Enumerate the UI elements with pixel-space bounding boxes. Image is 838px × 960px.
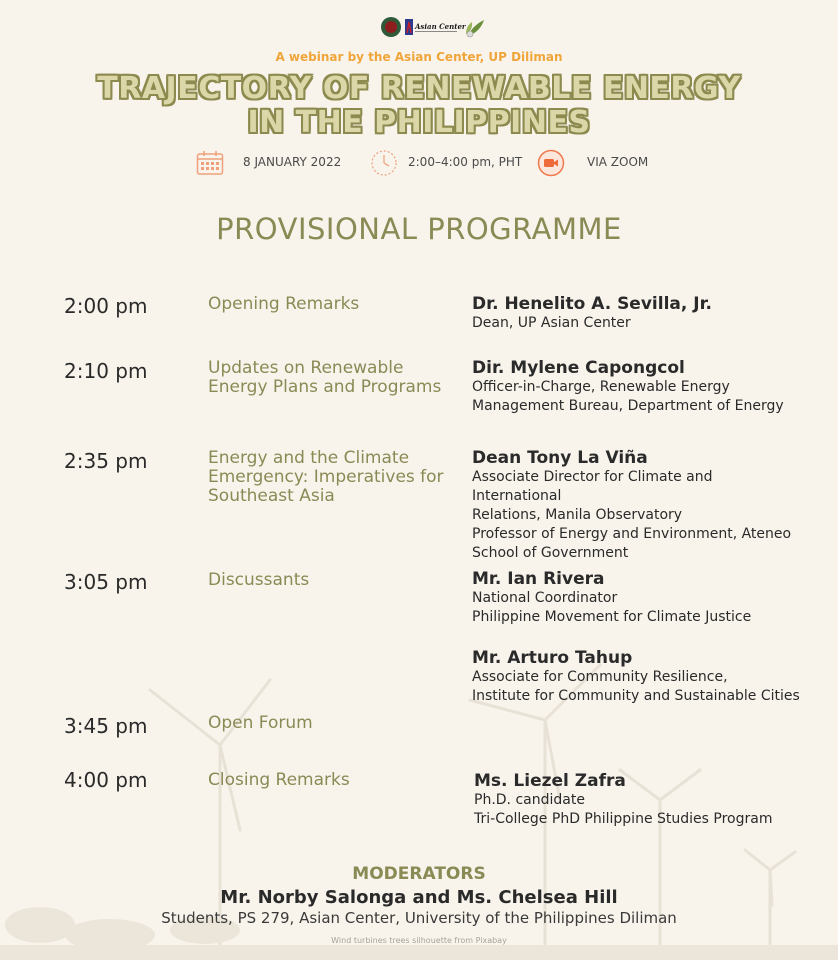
programme-time: 2:35 pm bbox=[64, 449, 148, 473]
programme-time: 3:45 pm bbox=[64, 714, 148, 738]
speaker-name: Dr. Henelito A. Sevilla, Jr. bbox=[472, 294, 712, 314]
speaker-block bbox=[474, 772, 804, 829]
asian-center-logo bbox=[405, 19, 467, 35]
speaker-affiliation: Philippine Movement for Climate Justice bbox=[472, 609, 752, 625]
moderators-affiliation: Students, PS 279, Asian Center, University of the Philippines Diliman bbox=[161, 909, 677, 927]
speaker-affiliation: Officer-in-Charge, Renewable Energy bbox=[472, 379, 730, 395]
speaker-affiliation: National Coordinator bbox=[472, 590, 618, 606]
event-title-line2: IN THE PHILIPPINES bbox=[247, 105, 591, 140]
speaker-name: Dir. Mylene Capongcol bbox=[472, 358, 685, 378]
event-title-line1: TRAJECTORY OF RENEWABLE ENERGY bbox=[97, 71, 741, 106]
programme-topic: Closing Remarks bbox=[208, 770, 350, 790]
speaker-affiliation: Associate for Community Resilience, bbox=[472, 669, 728, 685]
leaf-logo bbox=[466, 20, 484, 37]
speaker-name: Mr. Arturo Tahup bbox=[472, 648, 633, 668]
event-title bbox=[0, 72, 838, 140]
speaker-affiliation: Associate Director for Climate and International bbox=[472, 469, 713, 504]
svg-text:Asian Center: Asian Center bbox=[415, 22, 466, 31]
speaker-affiliation: Dean, UP Asian Center bbox=[472, 315, 631, 331]
speaker-affiliation: Institute for Community and Sustainable Cities bbox=[472, 688, 800, 704]
clock-icon bbox=[370, 149, 398, 177]
speaker-affiliation: Ph.D. candidate bbox=[474, 792, 585, 808]
programme-time: 2:10 pm bbox=[64, 359, 148, 383]
calendar-icon bbox=[196, 150, 224, 176]
event-date: 8 JANUARY 2022 bbox=[243, 155, 342, 169]
speaker-block bbox=[472, 295, 802, 333]
partner-logos bbox=[380, 16, 488, 40]
event-time: 2:00–4:00 pm, PHT bbox=[408, 155, 523, 169]
programme-topic: Opening Remarks bbox=[208, 294, 360, 314]
up-seal-logo bbox=[381, 17, 401, 37]
speaker-block bbox=[472, 570, 802, 627]
speaker-block bbox=[472, 649, 802, 706]
speaker-name: Mr. Ian Rivera bbox=[472, 569, 605, 589]
programme-topic: Updates on Renewable Energy Plans and Programs bbox=[208, 358, 442, 397]
zoom-camera-icon bbox=[537, 149, 565, 177]
image-credit: Wind turbines trees silhouette from Pixabay bbox=[331, 936, 507, 945]
event-venue: VIA ZOOM bbox=[587, 155, 649, 169]
moderators-heading: MODERATORS bbox=[352, 864, 486, 884]
speaker-block bbox=[472, 449, 802, 563]
speaker-affiliation: Management Bureau, Department of Energy bbox=[472, 398, 784, 414]
programme-topic: Open Forum bbox=[208, 713, 313, 733]
programme-time: 3:05 pm bbox=[64, 570, 148, 594]
programme-time: 4:00 pm bbox=[64, 768, 148, 792]
speaker-affiliation: School of Government bbox=[472, 545, 629, 561]
programme-heading: PROVISIONAL PROGRAMME bbox=[216, 212, 622, 246]
speaker-name: Dean Tony La Viña bbox=[472, 448, 648, 468]
speaker-affiliation: Relations, Manila Observatory bbox=[472, 507, 683, 523]
speaker-block bbox=[472, 359, 802, 416]
moderators-names: Mr. Norby Salonga and Ms. Chelsea Hill bbox=[220, 887, 618, 908]
speaker-affiliation: Professor of Energy and Environment, Ateneo bbox=[472, 526, 792, 542]
programme-topic: Discussants bbox=[208, 570, 310, 590]
webinar-subtitle: A webinar by the Asian Center, UP Diliman bbox=[275, 50, 563, 64]
speaker-affiliation: Tri-College PhD Philippine Studies Program bbox=[474, 811, 773, 827]
programme-time: 2:00 pm bbox=[64, 294, 148, 318]
speaker-name: Ms. Liezel Zafra bbox=[474, 771, 626, 791]
programme-topic: Energy and the Climate Emergency: Imperatives for Southeast Asia bbox=[208, 448, 444, 506]
